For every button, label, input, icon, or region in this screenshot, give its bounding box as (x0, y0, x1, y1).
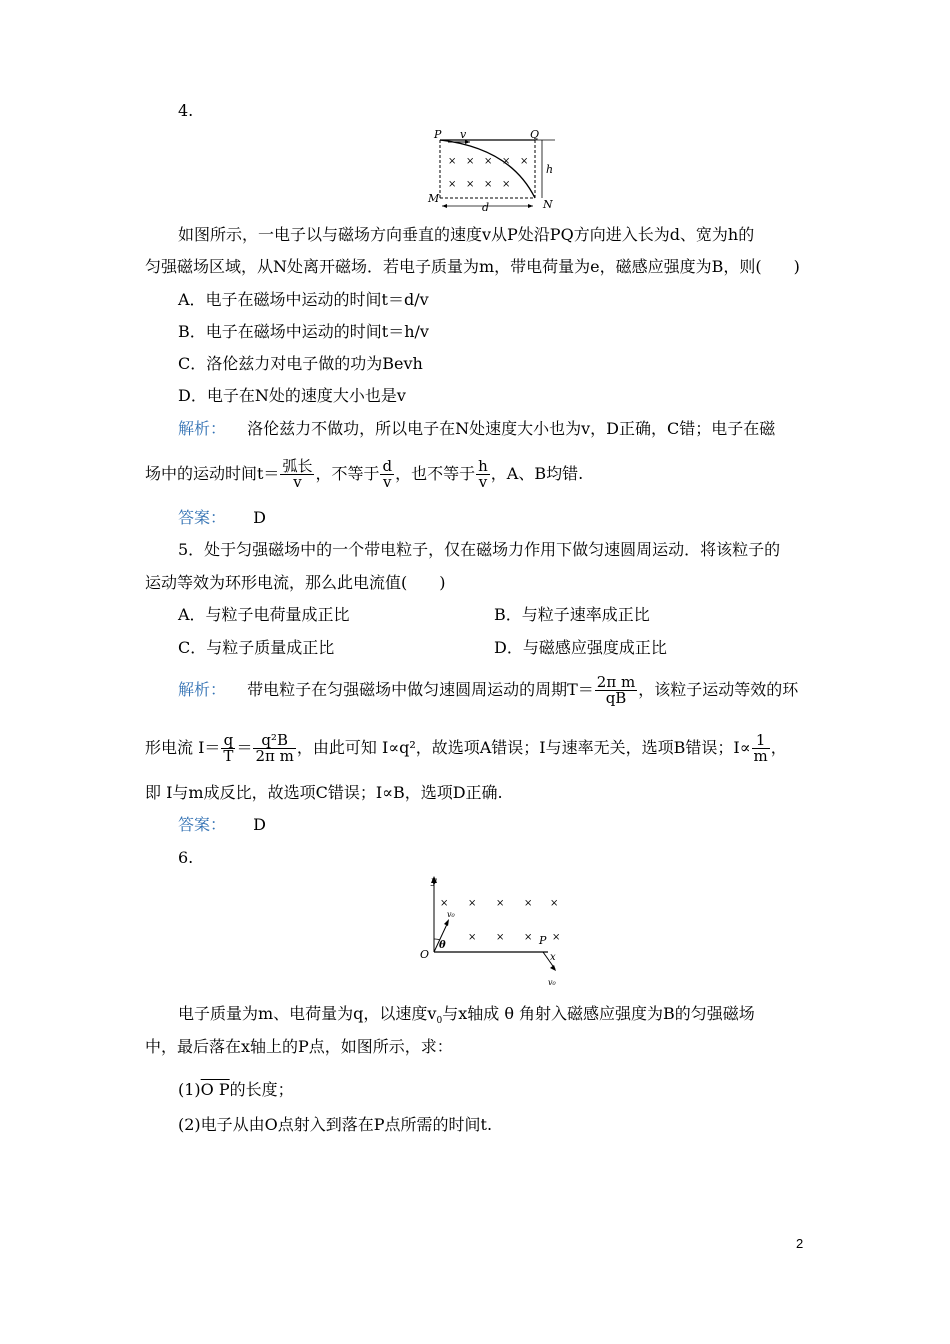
q5-option-d: D．与磁感应强度成正比 (494, 638, 667, 657)
fig4-label-h: h (546, 163, 554, 176)
q5-analysis-label: 解析： (178, 680, 227, 699)
page-number: 2 (796, 1236, 804, 1251)
fig6-label-v0-top: v₀ (447, 910, 455, 919)
fraction-denominator: v (478, 473, 488, 491)
fig4-cross: × (502, 156, 511, 167)
fraction-denominator: v (383, 473, 392, 491)
q5-analysis2-pre: 形电流 I＝ (145, 738, 221, 757)
q6-sub2: (2)电子从由O点射入到落在P点所需的时间t. (178, 1115, 493, 1134)
fig6-label-y: y (431, 876, 437, 887)
q4-option-b: B．电子在磁场中运动的时间t＝h/v (178, 322, 429, 341)
fraction (380, 459, 394, 490)
q4-stem-line2: 匀强磁场区域，从N处离开磁场．若电子质量为m，带电荷量为e，磁感应强度为B，则( ) (145, 257, 800, 276)
fig4-cross: × (466, 179, 475, 190)
fig4-label-Q: Q (530, 128, 540, 141)
fig6-cross: × (468, 898, 477, 909)
fraction-numerator: 2π m (596, 673, 636, 691)
q4-analysis-end: ，A、B均错. (490, 464, 584, 483)
fig6-cross: × (524, 898, 533, 909)
q5-answer (178, 815, 266, 835)
fraction-numerator: h (478, 457, 488, 475)
fraction-numerator: q (221, 733, 235, 749)
q5-analysis-line2 (145, 727, 787, 769)
q5-analysis-line3: 即 I与m成反比，故选项C错误；I∝B，选项D正确. (145, 783, 503, 802)
q6-stem-line2: 中，最后落在x轴上的P点，如图所示，求： (145, 1037, 453, 1056)
q4-option-a: A．电子在磁场中运动的时间t＝d/v (178, 290, 429, 309)
q4-option-c: C．洛伦兹力对电子做的功为Bevh (178, 354, 423, 373)
fraction-numerator: 弧长 (282, 457, 313, 475)
q4-answer-value: D (253, 508, 266, 527)
q5-answer-value: D (253, 815, 266, 834)
q4-analysis-mid2: ，也不等于 (395, 464, 476, 483)
q4-analysis-pre: 场中的运动时间t＝ (145, 464, 280, 483)
fig4-cross: × (520, 156, 529, 167)
fig4-label-P: P (434, 128, 442, 141)
fig4-cross: × (466, 156, 475, 167)
q4-answer-label: 答案： (178, 508, 227, 527)
q6-sub1-post: 的长度； (229, 1080, 294, 1099)
fraction (253, 733, 295, 764)
q4-number: 4. (178, 101, 194, 120)
fraction-denominator: qB (605, 689, 627, 707)
q6-stem-line1 (178, 1004, 755, 1031)
q4-analysis-mid1: ，不等于 (315, 464, 380, 483)
q4-option-d: D．电子在N处的速度大小也是v (178, 386, 406, 405)
fig6-label-theta: θ (439, 940, 446, 951)
fraction (476, 459, 490, 490)
fig6-cross: × (524, 932, 533, 943)
fig6-label-x: x (550, 952, 556, 963)
fig6-cross: × (496, 898, 505, 909)
fig6-label-O: O (420, 948, 430, 961)
segment-op: O P (200, 1080, 230, 1099)
fraction (280, 459, 314, 490)
fig4-label-N: N (543, 198, 553, 211)
q4-analysis-line2 (145, 453, 583, 495)
fraction (595, 675, 637, 706)
q6-stem-subscript: 0 (436, 1016, 443, 1027)
q5-analysis-pre: 带电粒子在匀强磁场中做匀速圆周运动的周期T＝ (247, 680, 594, 699)
fig4-cross: × (502, 179, 511, 190)
fig6-label-P: P (539, 934, 547, 947)
q6-stem-part-a: 电子质量为m、电荷量为q，以速度v (178, 1004, 437, 1023)
q6-sub1 (178, 1080, 294, 1100)
fig4-label-M: M (428, 192, 440, 205)
q5-option-b: B．与粒子速率成正比 (494, 605, 650, 624)
equals-sign: ＝ (236, 738, 253, 757)
fraction-denominator: v (293, 473, 302, 491)
q5-analysis2-end: ， (770, 738, 787, 757)
fig4-label-v: v (460, 128, 467, 141)
q6-sub1-pre: (1) (178, 1080, 201, 1099)
fraction-numerator: d (382, 457, 393, 475)
fraction-denominator: 2π m (255, 747, 294, 765)
fig6-cross: × (468, 932, 477, 943)
q4-figure (420, 128, 560, 212)
q5-analysis-line1 (178, 669, 798, 711)
q4-stem-line1: 如图所示，一电子以与磁场方向垂直的速度v从P处沿PQ方向进入长为d、宽为h的 (178, 225, 755, 244)
q4-analysis-text1: 洛伦兹力不做功，所以电子在N处速度大小也为v，D正确，C错；电子在磁 (247, 419, 776, 438)
fig4-cross: × (484, 156, 493, 167)
q5-answer-label: 答案： (178, 815, 227, 834)
fig4-cross: × (448, 179, 457, 190)
q5-option-c: C．与粒子质量成正比 (178, 638, 335, 657)
fig6-cross: × (440, 898, 449, 909)
q6-figure (410, 872, 570, 992)
fig4-cross: × (448, 156, 457, 167)
fig6-cross: × (550, 898, 559, 909)
fig6-label-v0-bottom: v₀ (548, 978, 556, 987)
q6-stem-part-b: 与x轴成 θ 角射入磁感应强度为B的匀强磁场 (442, 1004, 755, 1023)
q4-analysis-label: 解析： (178, 419, 227, 438)
fig4-label-d: d (482, 201, 490, 212)
fig6-cross: × (496, 932, 505, 943)
fig4-cross: × (484, 179, 493, 190)
fraction (221, 733, 235, 764)
q6-number: 6. (178, 848, 194, 867)
q5-stem-line2: 运动等效为环形电流，那么此电流值( ) (145, 573, 446, 592)
q5-analysis2-mid: ，由此可知 I∝q²，故选项A错误；I与速率无关，选项B错误；I∝ (296, 738, 751, 757)
fraction-numerator: 1 (752, 733, 770, 749)
q5-stem-line1: 5．处于匀强磁场中的一个带电粒子，仅在磁场力作用下做匀速圆周运动．将该粒子的 (178, 540, 781, 559)
q5-analysis-post: ，该粒子运动等效的环 (638, 680, 799, 699)
fig6-cross: × (552, 932, 561, 943)
q4-analysis-line1 (178, 419, 775, 439)
fraction-numerator: q²B (253, 733, 295, 749)
q4-answer (178, 508, 266, 528)
fraction-denominator: T (223, 747, 234, 765)
q5-option-a: A．与粒子电荷量成正比 (178, 605, 350, 624)
fraction (752, 733, 770, 764)
fraction-denominator: m (753, 747, 768, 765)
